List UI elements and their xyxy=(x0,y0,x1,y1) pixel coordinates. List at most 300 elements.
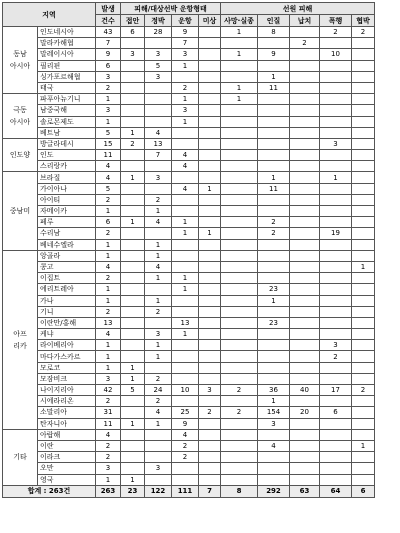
country-cell: 베트남 xyxy=(38,127,96,138)
value-cell xyxy=(290,306,320,317)
table-header xyxy=(3,3,375,27)
value-cell: 1 xyxy=(172,273,199,284)
value-cell xyxy=(320,105,352,116)
value-cell: 3 xyxy=(145,71,172,82)
value-cell: 1 xyxy=(258,295,290,306)
table-row xyxy=(3,452,375,463)
value-cell: 2 xyxy=(145,194,172,205)
value-cell xyxy=(290,261,320,272)
value-cell xyxy=(221,228,258,239)
value-cell xyxy=(199,105,221,116)
value-cell xyxy=(290,49,320,60)
value-cell xyxy=(221,217,258,228)
value-cell xyxy=(145,429,172,440)
value-cell xyxy=(145,183,172,194)
value-cell: 1 xyxy=(96,474,121,485)
header-occurrence-bottom: 건수 xyxy=(96,15,121,27)
value-cell xyxy=(258,60,290,71)
header-damage-group: 피해/대상선박 운항형태 xyxy=(121,3,221,15)
value-cell xyxy=(352,463,375,474)
value-cell xyxy=(290,295,320,306)
value-cell: 3 xyxy=(121,49,145,60)
table-row xyxy=(3,138,375,149)
value-cell xyxy=(199,284,221,295)
table-row xyxy=(3,71,375,82)
value-cell xyxy=(290,116,320,127)
value-cell: 1 xyxy=(145,418,172,429)
value-cell xyxy=(352,94,375,105)
value-cell xyxy=(290,228,320,239)
value-cell xyxy=(199,351,221,362)
value-cell: 4 xyxy=(258,440,290,451)
value-cell xyxy=(290,362,320,373)
value-cell xyxy=(320,94,352,105)
table-row xyxy=(3,194,375,205)
value-cell xyxy=(352,340,375,351)
value-cell xyxy=(258,362,290,373)
value-cell: 1 xyxy=(145,340,172,351)
header-damage-col: 접안 xyxy=(121,15,145,27)
country-cell: 방글라데시 xyxy=(38,138,96,149)
value-cell xyxy=(199,116,221,127)
value-cell xyxy=(320,474,352,485)
value-cell xyxy=(221,418,258,429)
value-cell xyxy=(258,94,290,105)
country-cell: 모잠비크 xyxy=(38,373,96,384)
value-cell xyxy=(121,317,145,328)
value-cell: 5 xyxy=(121,385,145,396)
value-cell xyxy=(199,27,221,38)
value-cell xyxy=(221,463,258,474)
value-cell xyxy=(172,194,199,205)
country-cell: 콩고 xyxy=(38,261,96,272)
total-value-cell: 63 xyxy=(290,485,320,497)
table-row xyxy=(3,116,375,127)
value-cell xyxy=(290,183,320,194)
table-row xyxy=(3,373,375,384)
header-damage-col: 미상 xyxy=(199,15,221,27)
value-cell: 1 xyxy=(258,396,290,407)
table-row xyxy=(3,407,375,418)
value-cell: 40 xyxy=(290,385,320,396)
value-cell xyxy=(320,82,352,93)
value-cell xyxy=(290,194,320,205)
country-cell: 영국 xyxy=(38,474,96,485)
country-cell: 남중국해 xyxy=(38,105,96,116)
value-cell: 2 xyxy=(172,440,199,451)
value-cell xyxy=(352,60,375,71)
value-cell: 3 xyxy=(145,463,172,474)
table-row xyxy=(3,440,375,451)
value-cell xyxy=(352,284,375,295)
value-cell: 1 xyxy=(145,273,172,284)
value-cell: 42 xyxy=(96,385,121,396)
value-cell xyxy=(121,463,145,474)
value-cell: 36 xyxy=(258,385,290,396)
value-cell xyxy=(145,317,172,328)
value-cell xyxy=(352,306,375,317)
value-cell xyxy=(352,217,375,228)
country-cell: 수리남 xyxy=(38,228,96,239)
header-crew-col: 사망·실종 xyxy=(221,15,258,27)
value-cell: 1 xyxy=(352,440,375,451)
value-cell xyxy=(145,284,172,295)
table-row xyxy=(3,161,375,172)
value-cell xyxy=(320,273,352,284)
total-value-cell: 292 xyxy=(258,485,290,497)
country-cell: 나이지리아 xyxy=(38,385,96,396)
country-cell: 기니 xyxy=(38,306,96,317)
value-cell xyxy=(121,161,145,172)
value-cell: 1 xyxy=(96,116,121,127)
value-cell: 10 xyxy=(172,385,199,396)
value-cell xyxy=(199,206,221,217)
table-row xyxy=(3,351,375,362)
value-cell xyxy=(352,161,375,172)
value-cell xyxy=(352,116,375,127)
value-cell: 2 xyxy=(258,217,290,228)
value-cell xyxy=(172,362,199,373)
value-cell xyxy=(320,150,352,161)
value-cell: 1 xyxy=(172,60,199,71)
value-cell xyxy=(320,71,352,82)
value-cell xyxy=(121,429,145,440)
value-cell: 4 xyxy=(172,183,199,194)
value-cell xyxy=(145,452,172,463)
value-cell: 1 xyxy=(221,49,258,60)
value-cell xyxy=(352,138,375,149)
country-cell: 가이아나 xyxy=(38,183,96,194)
value-cell: 2 xyxy=(320,351,352,362)
value-cell xyxy=(199,329,221,340)
value-cell: 3 xyxy=(199,385,221,396)
country-cell: 케냐 xyxy=(38,329,96,340)
table-row xyxy=(3,94,375,105)
value-cell xyxy=(199,440,221,451)
value-cell: 4 xyxy=(172,150,199,161)
value-cell: 1 xyxy=(96,351,121,362)
value-cell xyxy=(352,71,375,82)
value-cell xyxy=(172,172,199,183)
value-cell: 23 xyxy=(258,284,290,295)
header-crew-col: 납치 xyxy=(290,15,320,27)
table-row xyxy=(3,474,375,485)
value-cell: 2 xyxy=(96,194,121,205)
value-cell: 7 xyxy=(172,38,199,49)
table-row xyxy=(3,150,375,161)
value-cell xyxy=(199,239,221,250)
value-cell xyxy=(172,261,199,272)
value-cell xyxy=(199,60,221,71)
country-cell: 라이베리아 xyxy=(38,340,96,351)
value-cell xyxy=(320,194,352,205)
value-cell: 9 xyxy=(172,418,199,429)
value-cell xyxy=(221,38,258,49)
country-cell: 에리트레아 xyxy=(38,284,96,295)
value-cell xyxy=(221,60,258,71)
value-cell: 1 xyxy=(145,250,172,261)
country-cell: 파푸아뉴기니 xyxy=(38,94,96,105)
value-cell: 1 xyxy=(172,217,199,228)
value-cell: 2 xyxy=(121,138,145,149)
value-cell xyxy=(258,116,290,127)
value-cell xyxy=(352,194,375,205)
country-cell: 인도 xyxy=(38,150,96,161)
country-cell: 이란 xyxy=(38,440,96,451)
value-cell xyxy=(258,306,290,317)
value-cell xyxy=(199,463,221,474)
value-cell xyxy=(258,329,290,340)
value-cell xyxy=(258,127,290,138)
total-value-cell: 6 xyxy=(352,485,375,497)
value-cell xyxy=(352,362,375,373)
value-cell: 1 xyxy=(96,94,121,105)
value-cell xyxy=(221,474,258,485)
value-cell xyxy=(320,250,352,261)
value-cell xyxy=(290,82,320,93)
value-cell xyxy=(199,194,221,205)
value-cell: 2 xyxy=(96,440,121,451)
value-cell xyxy=(258,373,290,384)
value-cell xyxy=(172,351,199,362)
value-cell xyxy=(352,127,375,138)
value-cell xyxy=(352,228,375,239)
table-row xyxy=(3,217,375,228)
value-cell xyxy=(221,261,258,272)
value-cell xyxy=(290,150,320,161)
region-cell: 중남미 xyxy=(3,172,38,250)
value-cell: 2 xyxy=(96,396,121,407)
table-row xyxy=(3,306,375,317)
value-cell xyxy=(258,150,290,161)
country-cell: 스리랑카 xyxy=(38,161,96,172)
value-cell xyxy=(320,183,352,194)
value-cell xyxy=(221,373,258,384)
value-cell xyxy=(320,362,352,373)
value-cell xyxy=(121,452,145,463)
value-cell: 1 xyxy=(96,250,121,261)
total-value-cell: 263 xyxy=(96,485,121,497)
value-cell xyxy=(320,127,352,138)
value-cell: 6 xyxy=(121,27,145,38)
table-row xyxy=(3,172,375,183)
value-cell xyxy=(290,418,320,429)
country-cell: 시에라리온 xyxy=(38,396,96,407)
value-cell xyxy=(352,273,375,284)
value-cell: 4 xyxy=(172,161,199,172)
value-cell xyxy=(172,396,199,407)
value-cell xyxy=(199,127,221,138)
value-cell: 2 xyxy=(145,373,172,384)
table-row xyxy=(3,463,375,474)
table-row xyxy=(3,261,375,272)
table-row xyxy=(3,239,375,250)
value-cell xyxy=(320,317,352,328)
value-cell xyxy=(290,105,320,116)
value-cell xyxy=(221,239,258,250)
value-cell xyxy=(352,250,375,261)
value-cell xyxy=(172,463,199,474)
value-cell: 1 xyxy=(172,329,199,340)
value-cell xyxy=(121,105,145,116)
value-cell xyxy=(258,463,290,474)
value-cell xyxy=(290,273,320,284)
value-cell xyxy=(290,71,320,82)
value-cell xyxy=(121,150,145,161)
value-cell: 1 xyxy=(145,206,172,217)
value-cell: 3 xyxy=(258,418,290,429)
value-cell xyxy=(221,161,258,172)
country-cell: 베네수엘라 xyxy=(38,239,96,250)
country-cell: 탄자니아 xyxy=(38,418,96,429)
value-cell: 5 xyxy=(145,60,172,71)
value-cell xyxy=(121,250,145,261)
value-cell: 4 xyxy=(145,407,172,418)
value-cell xyxy=(145,38,172,49)
value-cell: 1 xyxy=(121,362,145,373)
value-cell: 5 xyxy=(96,127,121,138)
value-cell xyxy=(121,94,145,105)
table-row xyxy=(3,284,375,295)
value-cell: 1 xyxy=(258,172,290,183)
value-cell xyxy=(320,396,352,407)
value-cell xyxy=(221,116,258,127)
value-cell xyxy=(172,206,199,217)
header-crew-col: 인질 xyxy=(258,15,290,27)
value-cell xyxy=(320,429,352,440)
table-row xyxy=(3,228,375,239)
value-cell xyxy=(199,396,221,407)
value-cell: 6 xyxy=(96,217,121,228)
country-cell: 자메이카 xyxy=(38,206,96,217)
value-cell: 28 xyxy=(145,27,172,38)
value-cell: 2 xyxy=(96,273,121,284)
table-row xyxy=(3,49,375,60)
value-cell xyxy=(199,82,221,93)
value-cell: 2 xyxy=(290,38,320,49)
region-cell: 아프 리카 xyxy=(3,250,38,429)
value-cell xyxy=(320,116,352,127)
value-cell: 20 xyxy=(290,407,320,418)
value-cell xyxy=(199,49,221,60)
value-cell: 11 xyxy=(96,418,121,429)
value-cell xyxy=(320,261,352,272)
value-cell xyxy=(352,329,375,340)
value-cell xyxy=(145,440,172,451)
value-cell xyxy=(172,250,199,261)
value-cell xyxy=(352,206,375,217)
value-cell: 3 xyxy=(145,49,172,60)
value-cell xyxy=(145,161,172,172)
value-cell xyxy=(221,105,258,116)
value-cell: 2 xyxy=(96,82,121,93)
value-cell xyxy=(199,317,221,328)
country-cell: 앙골라 xyxy=(38,250,96,261)
value-cell xyxy=(221,71,258,82)
country-cell: 아이티 xyxy=(38,194,96,205)
value-cell xyxy=(221,183,258,194)
value-cell xyxy=(352,351,375,362)
value-cell xyxy=(172,306,199,317)
value-cell xyxy=(145,94,172,105)
value-cell: 4 xyxy=(96,261,121,272)
table-row xyxy=(3,396,375,407)
value-cell xyxy=(258,429,290,440)
header-occurrence-top: 발생 xyxy=(96,3,121,15)
country-cell: 태국 xyxy=(38,82,96,93)
value-cell xyxy=(320,418,352,429)
value-cell xyxy=(145,105,172,116)
value-cell xyxy=(121,183,145,194)
value-cell xyxy=(320,217,352,228)
value-cell xyxy=(121,407,145,418)
header-crew-col: 폭행 xyxy=(320,15,352,27)
value-cell: 2 xyxy=(352,27,375,38)
value-cell xyxy=(121,60,145,71)
country-cell: 가나 xyxy=(38,295,96,306)
value-cell xyxy=(221,127,258,138)
value-cell xyxy=(199,94,221,105)
value-cell xyxy=(221,351,258,362)
value-cell xyxy=(290,284,320,295)
value-cell xyxy=(352,172,375,183)
value-cell: 43 xyxy=(96,27,121,38)
table-row xyxy=(3,127,375,138)
value-cell xyxy=(290,329,320,340)
value-cell xyxy=(199,452,221,463)
value-cell xyxy=(221,340,258,351)
table-body xyxy=(3,27,375,486)
value-cell: 13 xyxy=(145,138,172,149)
value-cell: 3 xyxy=(96,105,121,116)
value-cell xyxy=(172,474,199,485)
value-cell xyxy=(199,418,221,429)
value-cell xyxy=(121,295,145,306)
value-cell: 1 xyxy=(121,172,145,183)
value-cell xyxy=(320,452,352,463)
header-damage-col: 정박 xyxy=(145,15,172,27)
value-cell xyxy=(290,440,320,451)
header-damage-col: 운항 xyxy=(172,15,199,27)
value-cell xyxy=(290,429,320,440)
value-cell: 1 xyxy=(121,127,145,138)
value-cell: 2 xyxy=(145,396,172,407)
value-cell xyxy=(199,161,221,172)
value-cell xyxy=(172,127,199,138)
value-cell xyxy=(221,440,258,451)
header-crew-group: 선원 피해 xyxy=(221,3,375,15)
total-label: 합계 : 263건 xyxy=(3,485,96,497)
value-cell xyxy=(290,138,320,149)
table-row xyxy=(3,38,375,49)
value-cell xyxy=(352,407,375,418)
value-cell xyxy=(121,351,145,362)
value-cell: 1 xyxy=(221,94,258,105)
value-cell xyxy=(172,71,199,82)
value-cell: 8 xyxy=(258,27,290,38)
value-cell: 1 xyxy=(96,362,121,373)
total-value-cell: 23 xyxy=(121,485,145,497)
value-cell: 4 xyxy=(96,429,121,440)
value-cell: 3 xyxy=(96,71,121,82)
table-row xyxy=(3,329,375,340)
value-cell xyxy=(258,38,290,49)
value-cell xyxy=(352,295,375,306)
value-cell xyxy=(320,440,352,451)
value-cell: 13 xyxy=(172,317,199,328)
value-cell xyxy=(121,329,145,340)
value-cell xyxy=(221,284,258,295)
